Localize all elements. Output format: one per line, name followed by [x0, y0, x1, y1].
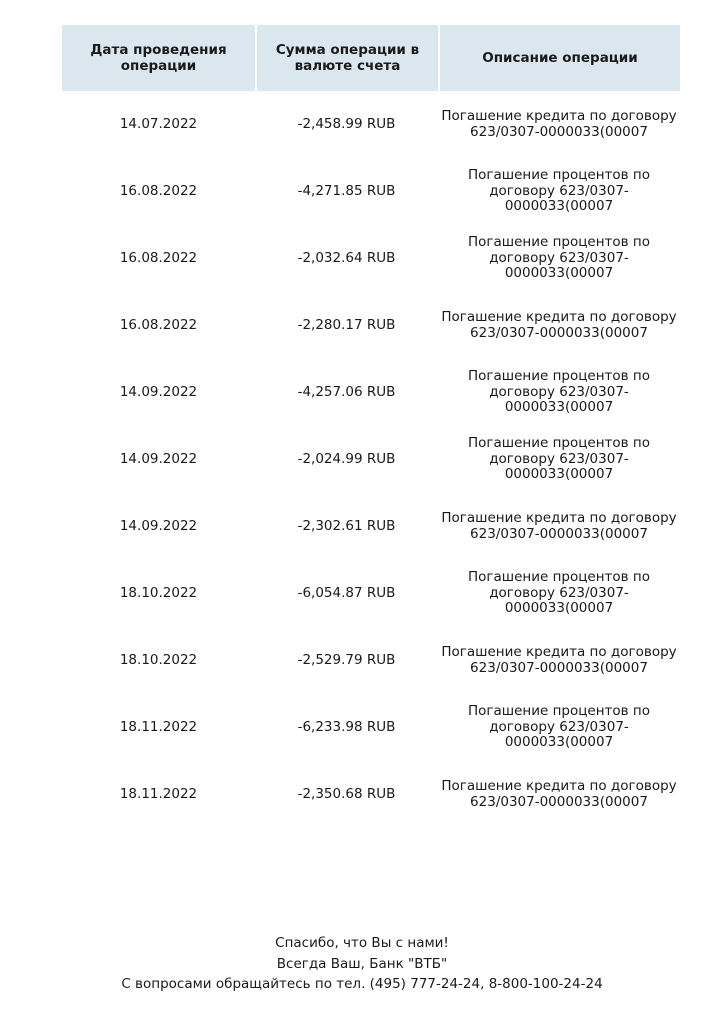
row-date: 18.10.2022	[119, 584, 198, 601]
row-date: 16.08.2022	[119, 316, 198, 333]
row-description: Погашение процентов по договору 623/0307-0000033(00007	[467, 703, 651, 751]
row-date: 16.08.2022	[119, 249, 198, 266]
row-amount: -6,054.87 RUB	[297, 584, 396, 601]
row-description: Погашение процентов по договору 623/0307-0000033(00007	[467, 435, 651, 483]
row-description: Погашение процентов по договору 623/0307-0000033(00007	[467, 234, 651, 282]
table-row	[62, 91, 680, 158]
row-amount: -2,350.68 RUB	[297, 785, 396, 802]
row-description: Погашение кредита по договору 623/0307-0000033(00007	[441, 309, 677, 341]
footer-thanks: Спасибо, что Вы с нами!	[275, 935, 449, 951]
footer	[0, 933, 724, 995]
footer-contacts: С вопросами обращайтесь по тел. (495) 777-24-24, 8-800-100-24-24	[121, 976, 603, 992]
row-amount: -6,233.98 RUB	[297, 718, 396, 735]
table-row	[62, 158, 680, 225]
row-date: 18.10.2022	[119, 651, 198, 668]
row-description: Погашение процентов по договору 623/0307-0000033(00007	[467, 167, 651, 215]
row-description: Погашение процентов по договору 623/0307-0000033(00007	[467, 569, 651, 617]
header-date: Дата проведения операции	[62, 25, 255, 91]
row-date: 18.11.2022	[119, 785, 198, 802]
row-date: 14.07.2022	[119, 115, 198, 132]
table-row	[62, 359, 680, 426]
row-amount: -2,280.17 RUB	[297, 316, 396, 333]
row-amount: -2,302.61 RUB	[297, 517, 396, 534]
operations-table	[62, 25, 680, 828]
row-amount: -2,032.64 RUB	[297, 249, 396, 266]
row-description: Погашение кредита по договору 623/0307-0000033(00007	[441, 778, 677, 810]
row-date: 16.08.2022	[119, 182, 198, 199]
row-date: 14.09.2022	[119, 383, 198, 400]
row-amount: -4,271.85 RUB	[297, 182, 396, 199]
footer-signature: Всегда Ваш, Банк "ВТБ"	[276, 955, 448, 972]
table-row	[62, 761, 680, 828]
row-date: 18.11.2022	[119, 718, 198, 735]
row-description: Погашение кредита по договору 623/0307-0000033(00007	[441, 510, 677, 542]
row-amount: -2,458.99 RUB	[297, 115, 396, 132]
row-description: Погашение процентов по договору 623/0307-0000033(00007	[467, 368, 651, 416]
row-description: Погашение кредита по договору 623/0307-0000033(00007	[441, 108, 677, 140]
row-date: 14.09.2022	[119, 450, 198, 467]
table-row	[62, 225, 680, 292]
row-amount: -2,529.79 RUB	[297, 651, 396, 668]
header-description: Описание операции	[438, 25, 680, 91]
row-description: Погашение кредита по договору 623/0307-0000033(00007	[441, 644, 677, 676]
table-row	[62, 426, 680, 493]
row-amount: -2,024.99 RUB	[297, 450, 396, 467]
header-amount: Сумма операции в валюте счета	[255, 25, 438, 91]
table-row	[62, 560, 680, 627]
row-amount: -4,257.06 RUB	[297, 383, 396, 400]
table-body	[62, 91, 680, 828]
table-row	[62, 493, 680, 560]
row-date: 14.09.2022	[119, 517, 198, 534]
table-header	[62, 25, 680, 91]
table-row	[62, 694, 680, 761]
table-row	[62, 627, 680, 694]
table-row	[62, 292, 680, 359]
